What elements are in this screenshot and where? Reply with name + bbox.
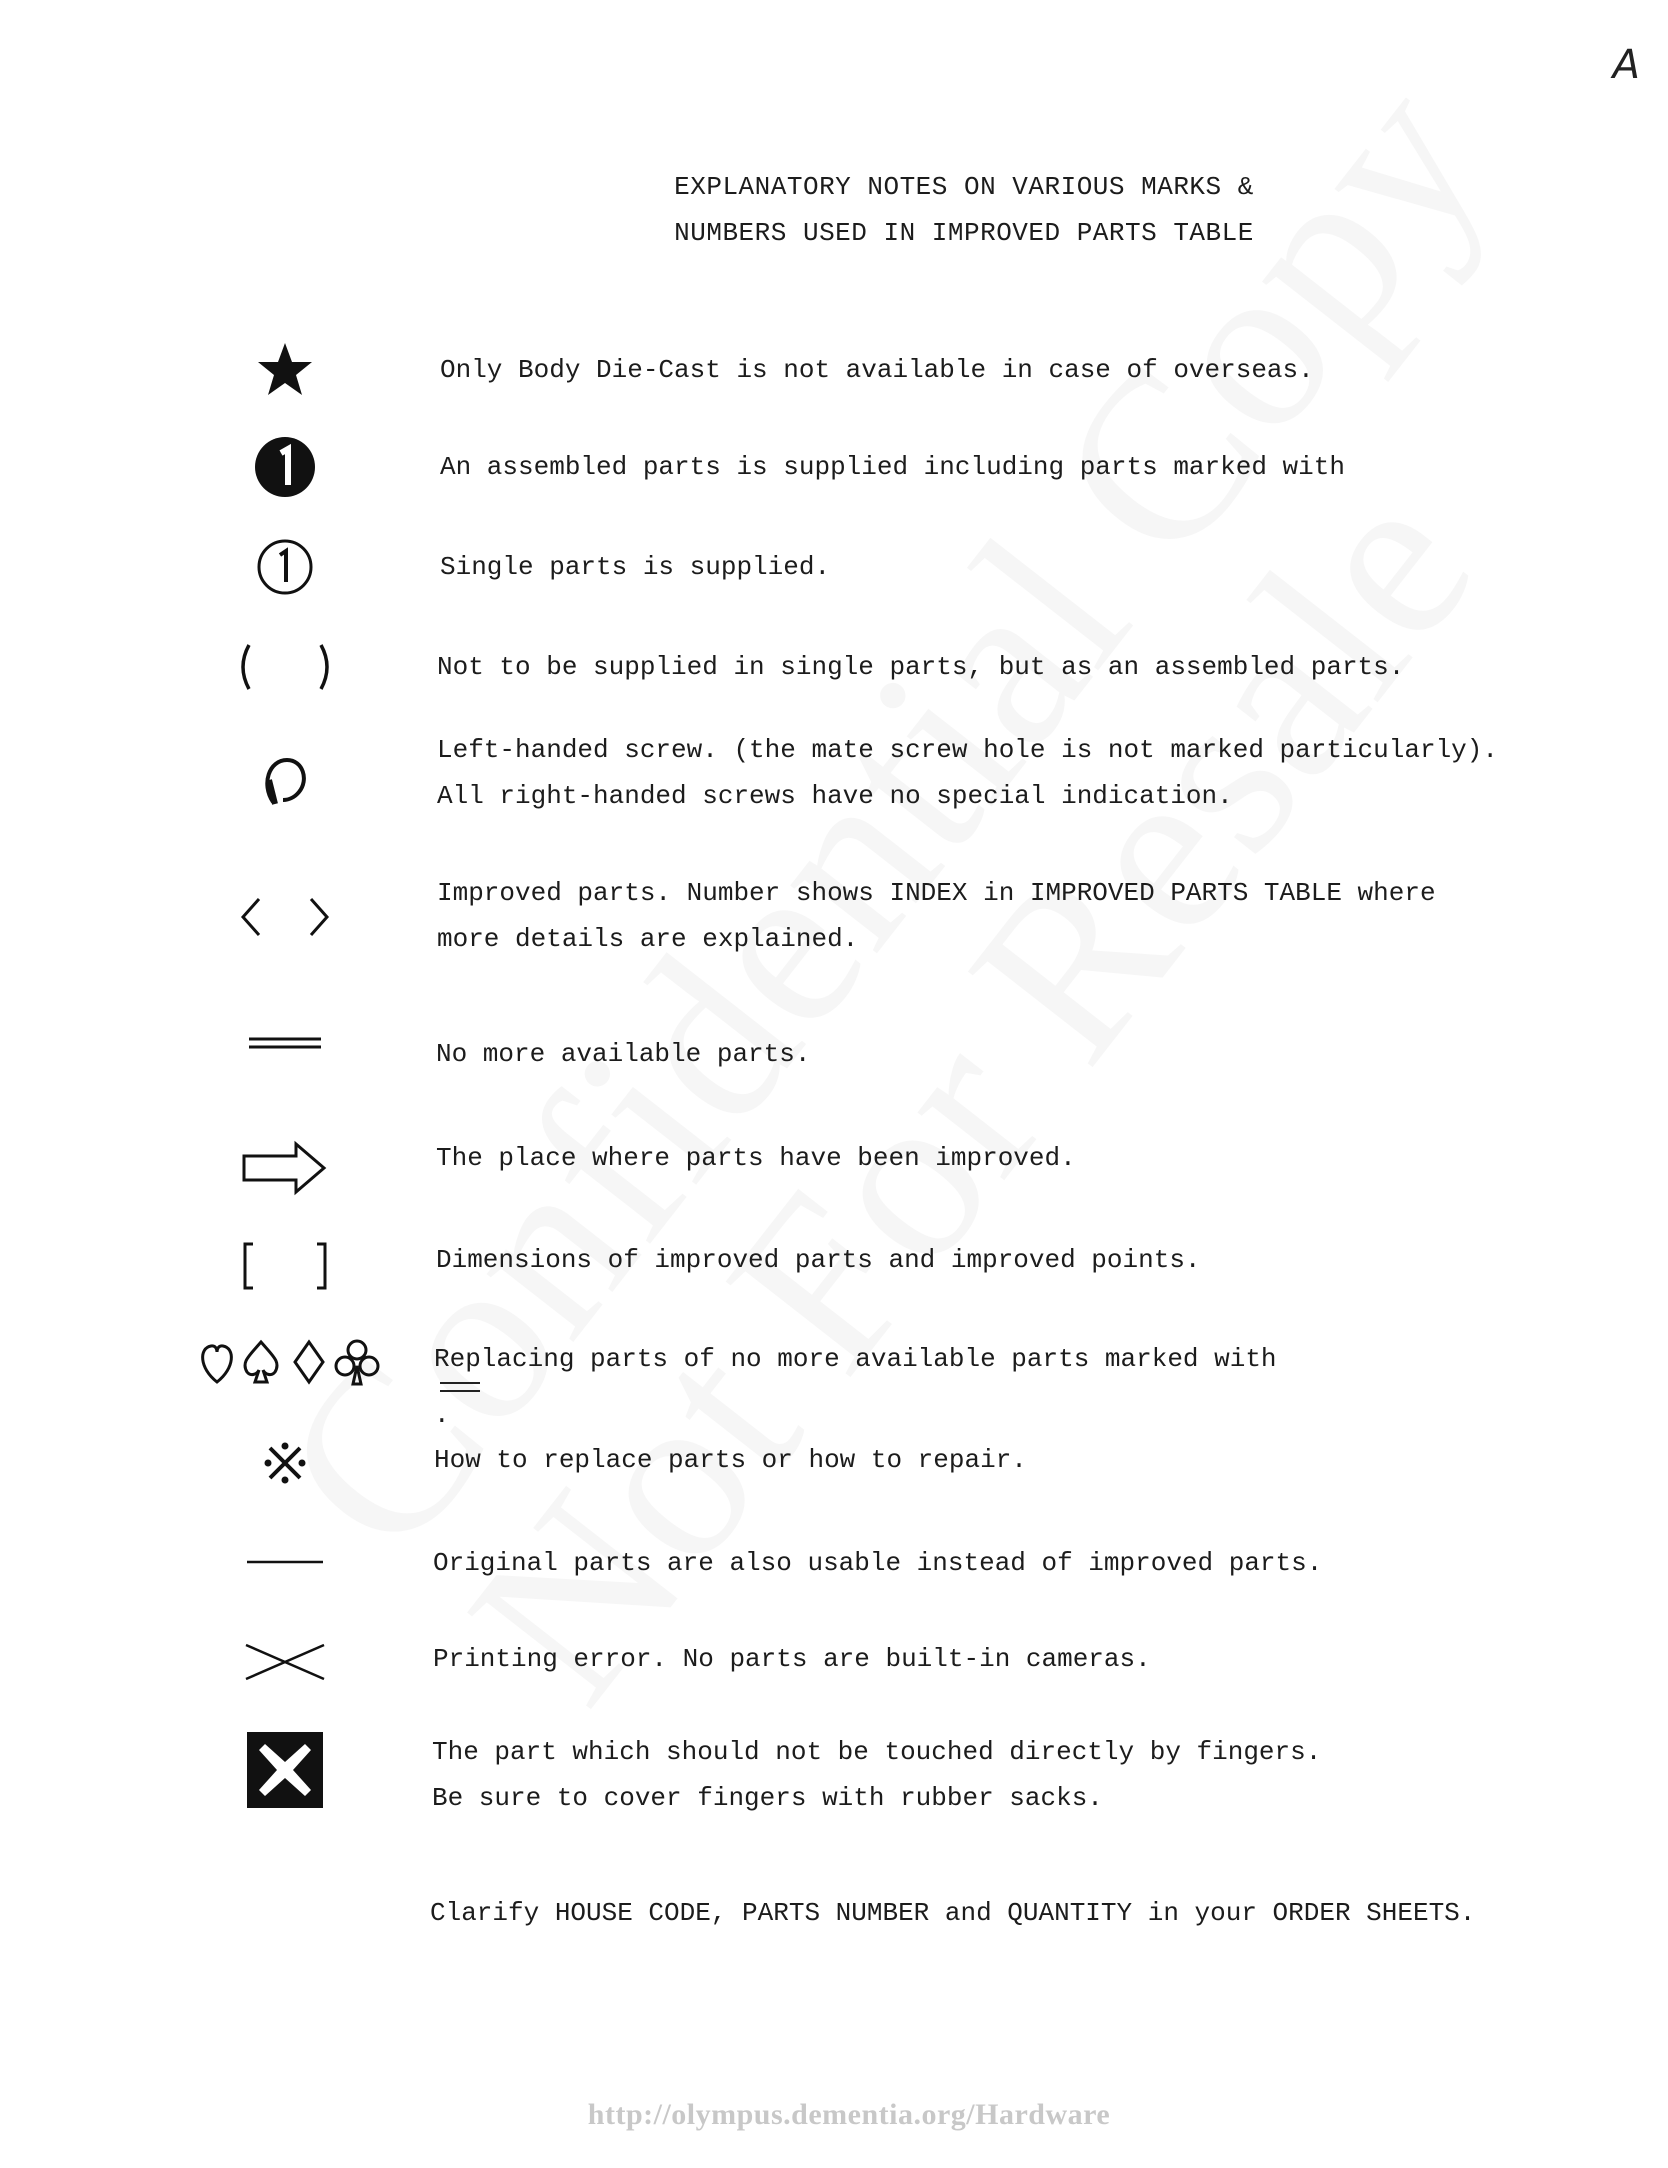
entry-text: Dimensions of improved parts and improved points. <box>436 1245 1201 1275</box>
filled-circle-one-icon <box>200 427 370 507</box>
cross-lines-icon <box>200 1622 370 1702</box>
entry-text: Printing error. No parts are built-in cameras. <box>433 1644 1151 1674</box>
x-box-icon <box>200 1730 370 1810</box>
entry-text: Single parts is supplied. <box>440 552 831 582</box>
entry-text: All right-handed screws have no special indication. <box>437 781 1233 811</box>
card-suits-icon <box>190 1322 390 1402</box>
entry-text: Improved parts. Number shows INDEX in IMPROVED PARTS TABLE where <box>437 878 1436 908</box>
title-line-1: EXPLANATORY NOTES ON VARIOUS MARKS & <box>674 172 1254 202</box>
double-line-icon <box>200 1003 370 1083</box>
entry-text: Original parts are also usable instead of improved parts. <box>433 1548 1323 1578</box>
reference-mark-icon <box>200 1423 370 1503</box>
entry-text: The part which should not be touched directly by fingers. <box>432 1737 1322 1767</box>
circled-one-icon <box>200 527 370 607</box>
corner-mark: A <box>1612 42 1640 88</box>
parentheses-icon <box>200 627 370 707</box>
entry-text: An assembled parts is supplied including parts marked with <box>440 452 1345 482</box>
angle-brackets-icon <box>200 877 370 957</box>
entry-text: Be sure to cover fingers with rubber sacks. <box>432 1783 1103 1813</box>
entry-text: more details are explained. <box>437 924 859 954</box>
entry-text: Only Body Die-Cast is not available in case of overseas. <box>440 355 1314 385</box>
entry-text: The place where parts have been improved. <box>436 1143 1076 1173</box>
entry-text: No more available parts. <box>436 1039 811 1069</box>
left-hand-screw-icon <box>200 740 370 820</box>
single-line-icon <box>200 1522 370 1602</box>
entry-text: Not to be supplied in single parts, but as an assembled parts. <box>437 652 1405 682</box>
entry-text: Left-handed screw. (the mate screw hole is not marked particularly). <box>437 735 1498 765</box>
entry-text: How to replace parts or how to repair. <box>434 1445 1027 1475</box>
double-line-icon <box>440 1382 480 1392</box>
star-icon <box>200 330 370 410</box>
square-brackets-icon <box>200 1226 370 1306</box>
page-title <box>0 164 1668 256</box>
outline-arrow-icon <box>200 1128 370 1208</box>
closing-note-text: Clarify HOUSE CODE, PARTS NUMBER and QUANTITY in your ORDER SHEETS. <box>430 1898 1476 1928</box>
entry-text: Replacing parts of no more available parts marked with . <box>434 1344 1277 1430</box>
footer-url: http://olympus.dementia.org/Hardware <box>587 2098 1111 2131</box>
title-line-2: NUMBERS USED IN IMPROVED PARTS TABLE <box>674 218 1254 248</box>
